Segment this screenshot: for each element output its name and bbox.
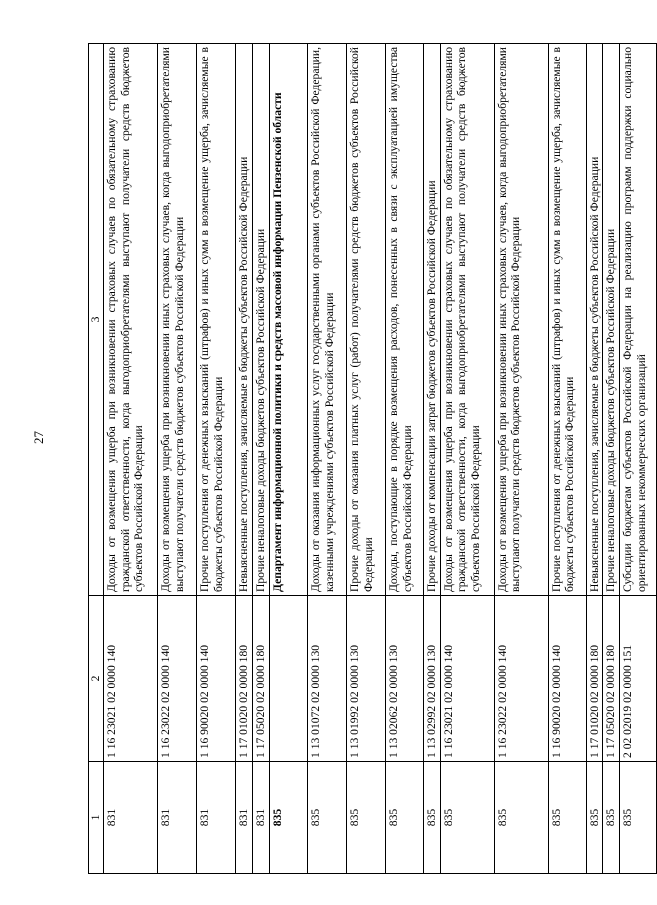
admin-code-cell: 831: [236, 762, 253, 874]
admin-code-cell: 835: [586, 762, 603, 874]
table-row: [494, 44, 548, 874]
admin-code-cell: 835: [386, 762, 424, 874]
admin-code-cell: 831: [253, 762, 270, 874]
budget-code-cell: 1 17 01020 02 0000 180: [236, 596, 253, 762]
revenue-name-cell: Прочие неналоговые доходы бюджетов субъектов Российской Федерации: [253, 44, 270, 596]
header-col-1: 1: [89, 762, 104, 874]
revenue-name-cell: Прочие неналоговые доходы бюджетов субъектов Российской Федерации: [603, 44, 620, 596]
budget-code-cell: 1 16 23021 02 0000 140: [440, 596, 494, 762]
budget-code-cell: 1 17 01020 02 0000 180: [586, 596, 603, 762]
admin-code-cell: 835: [440, 762, 494, 874]
revenue-name-cell: Прочие поступления от денежных взысканий (штрафов) и иных сумм в возмещение ущерба, зачисляемые в бюджеты субъектов Российской Федерации: [548, 44, 586, 596]
admin-code-cell: 831: [158, 762, 197, 874]
budget-code-cell: 1 16 90020 02 0000 140: [197, 596, 236, 762]
revenue-name-cell: Прочие доходы от компенсации затрат бюджетов субъектов Российской Федерации: [424, 44, 441, 596]
admin-code-cell: 835: [603, 762, 620, 874]
revenue-name-cell: Прочие поступления от денежных взысканий (штрафов) и иных сумм в возмещение ущерба, зачисляемые в бюджеты субъектов Российской Федерации: [197, 44, 236, 596]
budget-code-cell: 1 13 01992 02 0000 130: [347, 596, 386, 762]
header-col-2: 2: [89, 596, 104, 762]
revenue-name-cell: Прочие доходы от оказания платных услуг (работ) получателями средств бюджетов субъектов Российской Федерации: [347, 44, 386, 596]
budget-code-cell: 1 17 05020 02 0000 180: [603, 596, 620, 762]
budget-code-cell: 2 02 02019 02 0000 151: [620, 596, 657, 762]
budget-code-cell: 1 16 90020 02 0000 140: [548, 596, 586, 762]
revenue-name-cell: Субсидии бюджетам субъектов Российской Федерации на реализацию программ поддержки социально ориентированных некоммерческих организаций: [620, 44, 657, 596]
revenue-name-cell: Доходы от оказания информационных услуг государственными органами субъектов Российской Федерации, казенными учреждениями субъектов Российской Федерации: [308, 44, 347, 596]
admin-code-cell: 831: [104, 762, 158, 874]
table-row: [104, 44, 158, 874]
table-row: [386, 44, 424, 874]
revenue-name-cell: Департамент информационной политики и средств массовой информации Пензенской области: [270, 44, 308, 596]
table-row: [620, 44, 657, 874]
table-row: [603, 44, 620, 874]
revenue-name-cell: Доходы от возмещения ущерба при возникновении страховых случаев по обязательному страхованию гражданской ответственности, когда выгодоприобретателями выступают получатели средств бюджетов субъектов Российской Федерации: [104, 44, 158, 596]
table-row: [424, 44, 441, 874]
admin-code-cell: 835: [270, 762, 308, 874]
table-row: [197, 44, 236, 874]
header-col-3: 3: [89, 44, 104, 596]
header-row: [89, 44, 104, 874]
revenue-name-cell: Доходы, поступающие в порядке возмещения расходов, понесенных в связи с эксплуатацией имущества субъектов Российской Федерации: [386, 44, 424, 596]
admin-code-cell: 835: [308, 762, 347, 874]
revenue-name-cell: Невыясненные поступления, зачисляемые в бюджеты субъектов Российской Федерации: [586, 44, 603, 596]
admin-code-cell: 835: [620, 762, 657, 874]
revenue-name-cell: Доходы от возмещения ущерба при возникновении иных страховых случаев, когда выгодоприобретателями выступают получатели средств бюджетов субъектов Российской Федерации: [494, 44, 548, 596]
budget-code-cell: 1 13 02992 02 0000 130: [424, 596, 441, 762]
admin-code-cell: 835: [347, 762, 386, 874]
revenue-name-cell: Доходы от возмещения ущерба при возникновении страховых случаев по обязательному страхованию гражданской ответственности, когда выгодоприобретателями выступают получатели средств бюджетов субъектов Российской Федерации: [440, 44, 494, 596]
budget-code-cell: 1 16 23022 02 0000 140: [494, 596, 548, 762]
table-row: [308, 44, 347, 874]
table-row: [586, 44, 603, 874]
table-row: [548, 44, 586, 874]
budget-code-cell: 1 16 23022 02 0000 140: [158, 596, 197, 762]
table-row: [253, 44, 270, 874]
table-body: [104, 44, 657, 874]
rotated-table-wrapper: [88, 44, 648, 874]
admin-code-cell: 835: [548, 762, 586, 874]
admin-code-cell: 835: [494, 762, 548, 874]
table-row: [236, 44, 253, 874]
revenue-name-cell: Доходы от возмещения ущерба при возникновении иных страховых случаев, когда выгодоприобретателями выступают получатели средств бюджетов субъектов Российской Федерации: [158, 44, 197, 596]
table-row: [158, 44, 197, 874]
budget-code-cell: 1 13 02062 02 0000 130: [386, 596, 424, 762]
revenue-codes-table: [88, 43, 657, 874]
budget-code-cell: 1 13 01072 02 0000 130: [308, 596, 347, 762]
revenue-name-cell: Невыясненные поступления, зачисляемые в бюджеты субъектов Российской Федерации: [236, 44, 253, 596]
table-row: [270, 44, 308, 874]
budget-code-cell: 1 16 23021 02 0000 140: [104, 596, 158, 762]
table-row: [347, 44, 386, 874]
table-row: [440, 44, 494, 874]
budget-code-cell: [270, 596, 308, 762]
admin-code-cell: 835: [424, 762, 441, 874]
page-number: 27: [31, 431, 46, 444]
admin-code-cell: 831: [197, 762, 236, 874]
budget-code-cell: 1 17 05020 02 0000 180: [253, 596, 270, 762]
